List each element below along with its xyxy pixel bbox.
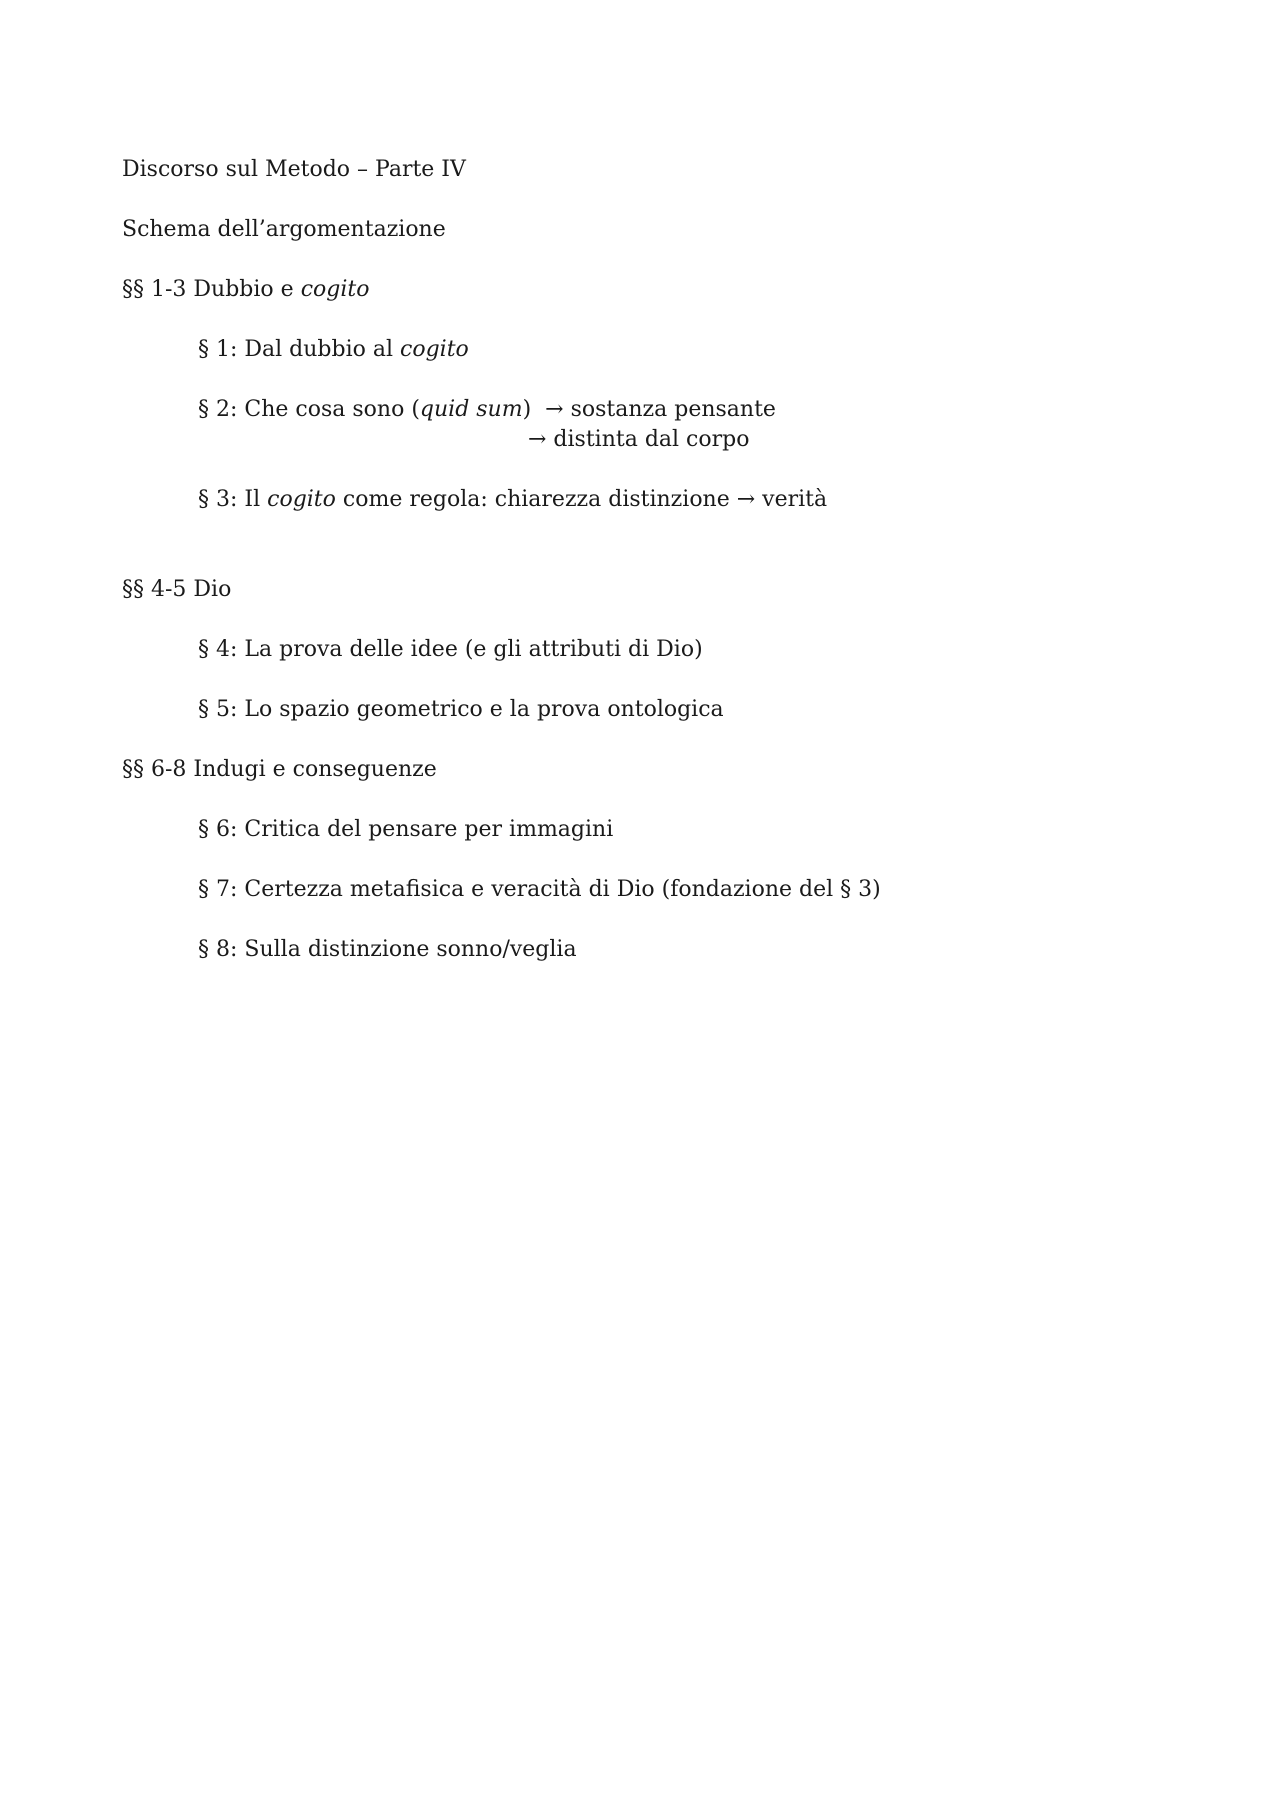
outline-item-text: § 3: Il bbox=[198, 487, 268, 512]
outline-item-emphasis: cogito bbox=[267, 487, 336, 512]
outline-item-7: § 7: Certezza metafisica e veracità di Dio (fondazione del § 3) bbox=[198, 877, 881, 902]
outline-item-6: § 6: Critica del pensare per immagini bbox=[198, 817, 614, 842]
outline-item-emphasis: quid sum bbox=[419, 397, 523, 422]
document-subtitle: Schema dell’argomentazione bbox=[122, 217, 446, 242]
section-heading-emphasis: cogito bbox=[300, 277, 370, 302]
outline-item-3 bbox=[198, 485, 827, 515]
outline-item-4: § 4: La prova delle idee (e gli attributi di Dio) bbox=[198, 637, 703, 662]
document-title: Discorso sul Metodo – Parte IV bbox=[122, 157, 466, 182]
outline-item-emphasis: cogito bbox=[400, 337, 469, 362]
outline-item-5: § 5: Lo spazio geometrico e la prova ontologica bbox=[198, 697, 724, 722]
outline-item-text: § 2: Che cosa sono ( bbox=[198, 397, 420, 422]
section-heading-3: §§ 6-8 Indugi e conseguenze bbox=[122, 757, 437, 782]
outline-item-text: § 1: Dal dubbio al bbox=[198, 337, 401, 362]
section-heading-text: §§ 1-3 Dubbio e bbox=[122, 277, 301, 302]
outline-item-suffix: ) → sostanza pensante bbox=[522, 397, 776, 422]
section-heading-1 bbox=[122, 275, 369, 305]
outline-item-8: § 8: Sulla distinzione sonno/veglia bbox=[198, 937, 577, 962]
outline-item-suffix: come regola: chiarezza distinzione → verità bbox=[335, 487, 828, 512]
section-heading-2: §§ 4-5 Dio bbox=[122, 577, 232, 602]
outline-item-2 bbox=[198, 395, 776, 425]
outline-item-2-continuation: → distinta dal corpo bbox=[528, 427, 750, 452]
outline-item-1 bbox=[198, 335, 469, 365]
